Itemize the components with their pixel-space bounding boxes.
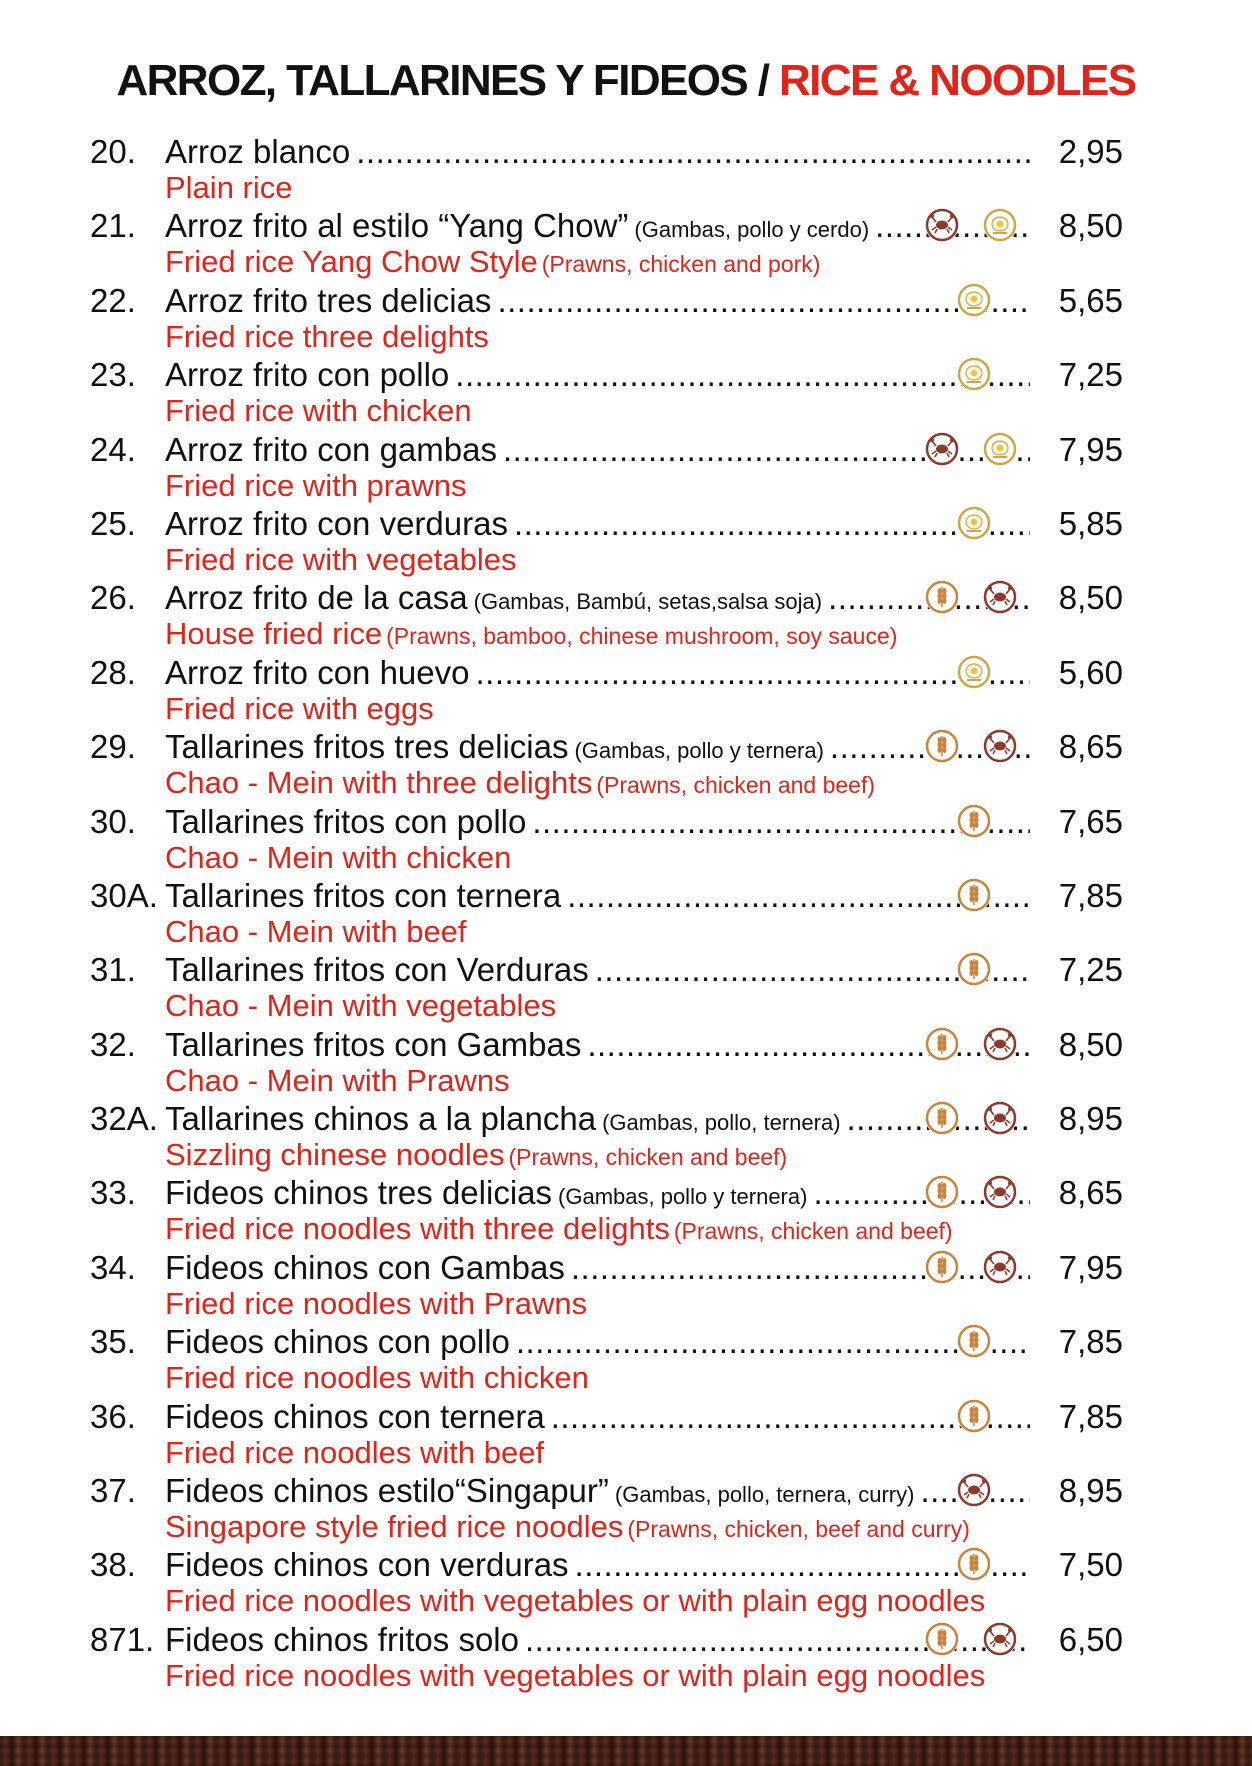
menu-item-spanish-row (0, 1250, 1252, 1286)
gluten-icon (957, 1547, 991, 1581)
crustaceans-icon (983, 1622, 1017, 1656)
menu-item (0, 792, 1252, 875)
item-name-en: Fried rice noodles with three delights (165, 1211, 670, 1247)
allergen-badges (925, 1027, 1025, 1067)
item-note-es: (Gambas, Bambú, setas,salsa soja) (473, 589, 823, 615)
allergen-badges (925, 1101, 1025, 1141)
item-note-en: (Prawns, chicken and beef) (508, 1144, 788, 1171)
item-name-en: Sizzling chinese noodles (165, 1137, 505, 1173)
allergen-badges (925, 432, 1025, 472)
item-name-en: House fried rice (165, 616, 383, 652)
item-name-en: Fried rice with chicken (165, 393, 472, 429)
menu-item-spanish-row (0, 1027, 1252, 1063)
menu-item (0, 1387, 1252, 1470)
item-name-es: Fideos chinos con ternera (165, 1398, 545, 1435)
gluten-icon (957, 878, 991, 912)
item-name-line (165, 283, 1030, 319)
title-spanish: ARROZ, TALLARINES Y FIDEOS / (116, 56, 769, 105)
gluten-icon (925, 1027, 959, 1061)
item-name-es: Arroz frito con huevo (165, 654, 470, 691)
item-note-en: (Prawns, bamboo, chinese mushroom, soy sauce) (386, 623, 898, 650)
item-name-line (165, 1399, 1030, 1435)
menu-item-spanish-row (0, 506, 1252, 542)
egg-icon (957, 506, 991, 540)
item-number: 23. (90, 356, 136, 394)
item-name-en: Fried rice three delights (165, 318, 489, 354)
item-price: 2,95 (1058, 133, 1123, 170)
item-number: 30A. (90, 876, 158, 914)
item-name-es: Fideos chinos con pollo (165, 1324, 510, 1361)
allergen-badges (925, 208, 1025, 248)
item-price: 8,50 (1058, 207, 1123, 245)
item-name-en: Chao - Mein with beef (165, 913, 467, 949)
item-name-line (165, 208, 1030, 248)
item-name-en: Fried rice noodles with vegetables or with plain egg noodles (165, 1583, 986, 1619)
menu-item (0, 866, 1252, 949)
item-name-es: Arroz frito con verduras (165, 505, 508, 542)
crustaceans-icon (983, 1101, 1017, 1135)
menu-item (0, 345, 1252, 429)
egg-icon (983, 208, 1017, 242)
allergen-badges (925, 1250, 1025, 1290)
item-number: 871. (90, 1620, 155, 1658)
item-price: 7,95 (1058, 430, 1123, 468)
crustaceans-icon (957, 1473, 991, 1507)
item-name-es: Fideos chinos con Gambas (165, 1249, 565, 1286)
crustaceans-icon (925, 208, 959, 242)
item-price: 6,50 (1058, 1620, 1123, 1658)
item-number: 36. (90, 1397, 136, 1435)
item-number: 29. (90, 728, 136, 766)
item-name-en: Fried rice noodles with beef (165, 1434, 545, 1470)
item-number: 33. (90, 1174, 136, 1212)
item-name-line (165, 1027, 1030, 1063)
item-price: 8,65 (1058, 728, 1123, 766)
allergen-badges (925, 134, 1025, 174)
item-number: 37. (90, 1472, 136, 1510)
egg-icon (957, 655, 991, 689)
gluten-icon (957, 952, 991, 986)
menu-item-spanish-row (0, 1622, 1252, 1658)
item-name-es: Tallarines fritos con pollo (165, 803, 527, 840)
menu-item-spanish-row (0, 1101, 1252, 1137)
crustaceans-icon (925, 432, 959, 466)
item-number: 25. (90, 504, 136, 542)
item-name-line (165, 1101, 1030, 1141)
item-price: 8,50 (1058, 1025, 1123, 1063)
item-number: 21. (90, 207, 136, 245)
menu-item (0, 1089, 1252, 1173)
item-price: 7,85 (1058, 1397, 1123, 1435)
item-number: 35. (90, 1323, 136, 1361)
gluten-icon (925, 1175, 959, 1209)
item-name-en: Chao - Mein with vegetables (165, 988, 557, 1024)
allergen-badges (925, 1399, 1025, 1439)
menu-item-english-row (165, 1658, 985, 1694)
item-name-en: Chao - Mein with three delights (165, 765, 593, 801)
item-number: 32A. (90, 1100, 158, 1138)
menu-item (0, 643, 1252, 726)
item-name-en: Plain rice (165, 170, 293, 205)
item-number: 26. (90, 579, 136, 617)
menu-item-spanish-row (0, 357, 1252, 393)
menu-item (0, 1238, 1252, 1321)
gluten-icon (925, 1250, 959, 1284)
item-name-line (165, 1250, 1030, 1286)
item-price: 8,65 (1058, 1174, 1123, 1212)
item-name-line (165, 804, 1030, 840)
menu-item-spanish-row (0, 432, 1252, 468)
item-name-en: Chao - Mein with chicken (165, 839, 512, 875)
menu-item-spanish-row (0, 952, 1252, 988)
allergen-badges (925, 952, 1025, 992)
menu-item-spanish-row (0, 283, 1252, 319)
egg-icon (957, 357, 991, 391)
menu-item (0, 1610, 1252, 1693)
item-price: 7,65 (1058, 802, 1123, 840)
menu-item-spanish-row (0, 134, 1252, 170)
page-title (0, 56, 1252, 106)
allergen-badges (925, 729, 1025, 769)
item-price: 5,60 (1058, 653, 1123, 691)
menu-item (0, 494, 1252, 577)
item-number: 38. (90, 1546, 136, 1584)
allergen-badges (925, 506, 1025, 546)
item-price: 7,25 (1058, 356, 1123, 394)
item-price: 5,65 (1058, 281, 1123, 319)
gluten-icon (925, 1622, 959, 1656)
egg-icon (957, 283, 991, 317)
menu-item-spanish-row (0, 655, 1252, 691)
item-name-line (165, 655, 1030, 691)
item-name-line (165, 1547, 1030, 1583)
item-name-en: Fried rice with eggs (165, 690, 434, 726)
item-note-es: (Gambas, pollo y ternera) (574, 738, 824, 764)
item-price: 7,25 (1058, 951, 1123, 989)
allergen-badges (925, 804, 1025, 844)
item-number: 24. (90, 430, 136, 468)
item-name-en: Fried rice with prawns (165, 467, 467, 503)
menu-item (0, 122, 1252, 205)
menu-item (0, 1461, 1252, 1545)
item-name-en: Chao - Mein with Prawns (165, 1062, 510, 1098)
item-note-en: (Prawns, chicken, beef and curry) (627, 1516, 970, 1543)
item-note-es: (Gambas, pollo y cerdo) (634, 217, 870, 243)
menu-item-spanish-row (0, 580, 1252, 616)
item-name-en: Fried rice noodles with Prawns (165, 1285, 588, 1321)
menu-item (0, 1015, 1252, 1098)
crustaceans-icon (983, 1175, 1017, 1209)
allergen-badges (925, 1547, 1025, 1587)
item-name-line (165, 580, 1030, 620)
item-price: 8,50 (1058, 579, 1123, 617)
item-number: 30. (90, 802, 136, 840)
gluten-icon (925, 1101, 959, 1135)
item-number: 34. (90, 1248, 136, 1286)
item-price: 7,85 (1058, 876, 1123, 914)
menu-item-spanish-row (0, 1547, 1252, 1583)
item-name-es: Fideos chinos tres delicias (165, 1175, 553, 1212)
menu-item-spanish-row (0, 729, 1252, 765)
menu-item (0, 1312, 1252, 1396)
item-name-en: Fried rice noodles with vegetables or with plain egg noodles (165, 1657, 986, 1693)
gluten-icon (957, 804, 991, 838)
menu-item (0, 420, 1252, 503)
item-name-es: Arroz frito tres delicias (165, 282, 492, 319)
allergen-badges (925, 655, 1025, 695)
item-name-es: Tallarines fritos tres delicias (165, 729, 569, 766)
gluten-icon (957, 1324, 991, 1358)
allergen-badges (925, 1175, 1025, 1215)
item-name-line (165, 729, 1030, 769)
menu-item (0, 196, 1252, 280)
item-name-es: Arroz blanco (165, 134, 351, 170)
allergen-badges (925, 1324, 1025, 1364)
item-name-line (165, 506, 1030, 542)
gluten-icon (925, 580, 959, 614)
allergen-badges (925, 1473, 1025, 1513)
crustaceans-icon (983, 1250, 1017, 1284)
item-note-en: (Prawns, chicken and beef) (673, 1218, 953, 1245)
item-name-line (165, 432, 1030, 468)
item-name-en: Singapore style fried rice noodles (165, 1509, 624, 1545)
menu-item-spanish-row (0, 804, 1252, 840)
gluten-icon (925, 729, 959, 763)
item-number: 32. (90, 1025, 136, 1063)
item-number: 20. (90, 133, 136, 170)
item-name-es: Arroz frito al estilo “Yang Chow” (165, 208, 629, 245)
allergen-badges (925, 283, 1025, 323)
menu-item (0, 1163, 1252, 1247)
item-name-es: Fideos chinos estilo“Singapur” (165, 1473, 609, 1510)
menu-item-spanish-row (0, 1473, 1252, 1509)
menu-item (0, 717, 1252, 801)
item-name-es: Tallarines fritos con Verduras (165, 952, 589, 989)
crustaceans-icon (983, 1027, 1017, 1061)
item-name-line (165, 1622, 1030, 1658)
title-english: RICE & NOODLES (779, 56, 1136, 105)
menu-item-spanish-row (0, 1399, 1252, 1435)
allergen-badges (925, 580, 1025, 620)
item-name-line (165, 1175, 1030, 1215)
item-name-en: Fried rice Yang Chow Style (165, 244, 538, 280)
item-note-en: (Prawns, chicken and pork) (541, 251, 821, 278)
crustaceans-icon (983, 729, 1017, 763)
menu-item (0, 568, 1252, 652)
item-name-es: Arroz frito con pollo (165, 357, 450, 394)
item-price: 7,85 (1058, 1323, 1123, 1361)
item-price: 7,50 (1058, 1546, 1123, 1584)
item-name-line (165, 1324, 1030, 1360)
decorative-footer-border (0, 1736, 1252, 1766)
item-note-en: (Prawns, chicken and beef) (596, 772, 876, 799)
item-name-es: Fideos chinos fritos solo (165, 1621, 519, 1658)
item-name-line (165, 134, 1030, 170)
item-name-es: Fideos chinos con verduras (165, 1547, 569, 1584)
item-price: 7,95 (1058, 1248, 1123, 1286)
item-name-es: Tallarines fritos con Gambas (165, 1026, 582, 1063)
item-name-line (165, 1473, 1030, 1513)
item-name-line (165, 357, 1030, 393)
item-name-es: Arroz frito con gambas (165, 431, 497, 468)
item-number: 28. (90, 653, 136, 691)
item-name-es: Tallarines chinos a la plancha (165, 1101, 597, 1138)
item-note-es: (Gambas, pollo, ternera) (602, 1110, 841, 1136)
item-number: 22. (90, 281, 136, 319)
item-note-es: (Gambas, pollo, ternera, curry) (614, 1482, 915, 1508)
menu-item-spanish-row (0, 878, 1252, 914)
allergen-badges (925, 1622, 1025, 1662)
egg-icon (983, 432, 1017, 466)
menu-item (0, 1535, 1252, 1619)
item-name-en: Fried rice with vegetables (165, 541, 517, 577)
allergen-badges (925, 357, 1025, 397)
item-price: 8,95 (1058, 1472, 1123, 1510)
menu-list (0, 122, 1252, 1693)
menu-item-spanish-row (0, 1324, 1252, 1360)
menu-item-spanish-row (0, 208, 1252, 244)
item-price: 8,95 (1058, 1100, 1123, 1138)
item-name-line (165, 952, 1030, 988)
menu-item (0, 940, 1252, 1024)
menu-item-spanish-row (0, 1175, 1252, 1211)
item-price: 5,85 (1058, 504, 1123, 542)
item-name-line (165, 878, 1030, 914)
gluten-icon (957, 1399, 991, 1433)
item-number: 31. (90, 951, 136, 989)
item-name-es: Tallarines fritos con ternera (165, 877, 562, 914)
item-name-es: Arroz frito de la casa (165, 580, 468, 617)
menu-item (0, 271, 1252, 354)
item-note-es: (Gambas, pollo y ternera) (558, 1184, 808, 1210)
allergen-badges (925, 878, 1025, 918)
crustaceans-icon (983, 580, 1017, 614)
item-name-en: Fried rice noodles with chicken (165, 1360, 589, 1396)
